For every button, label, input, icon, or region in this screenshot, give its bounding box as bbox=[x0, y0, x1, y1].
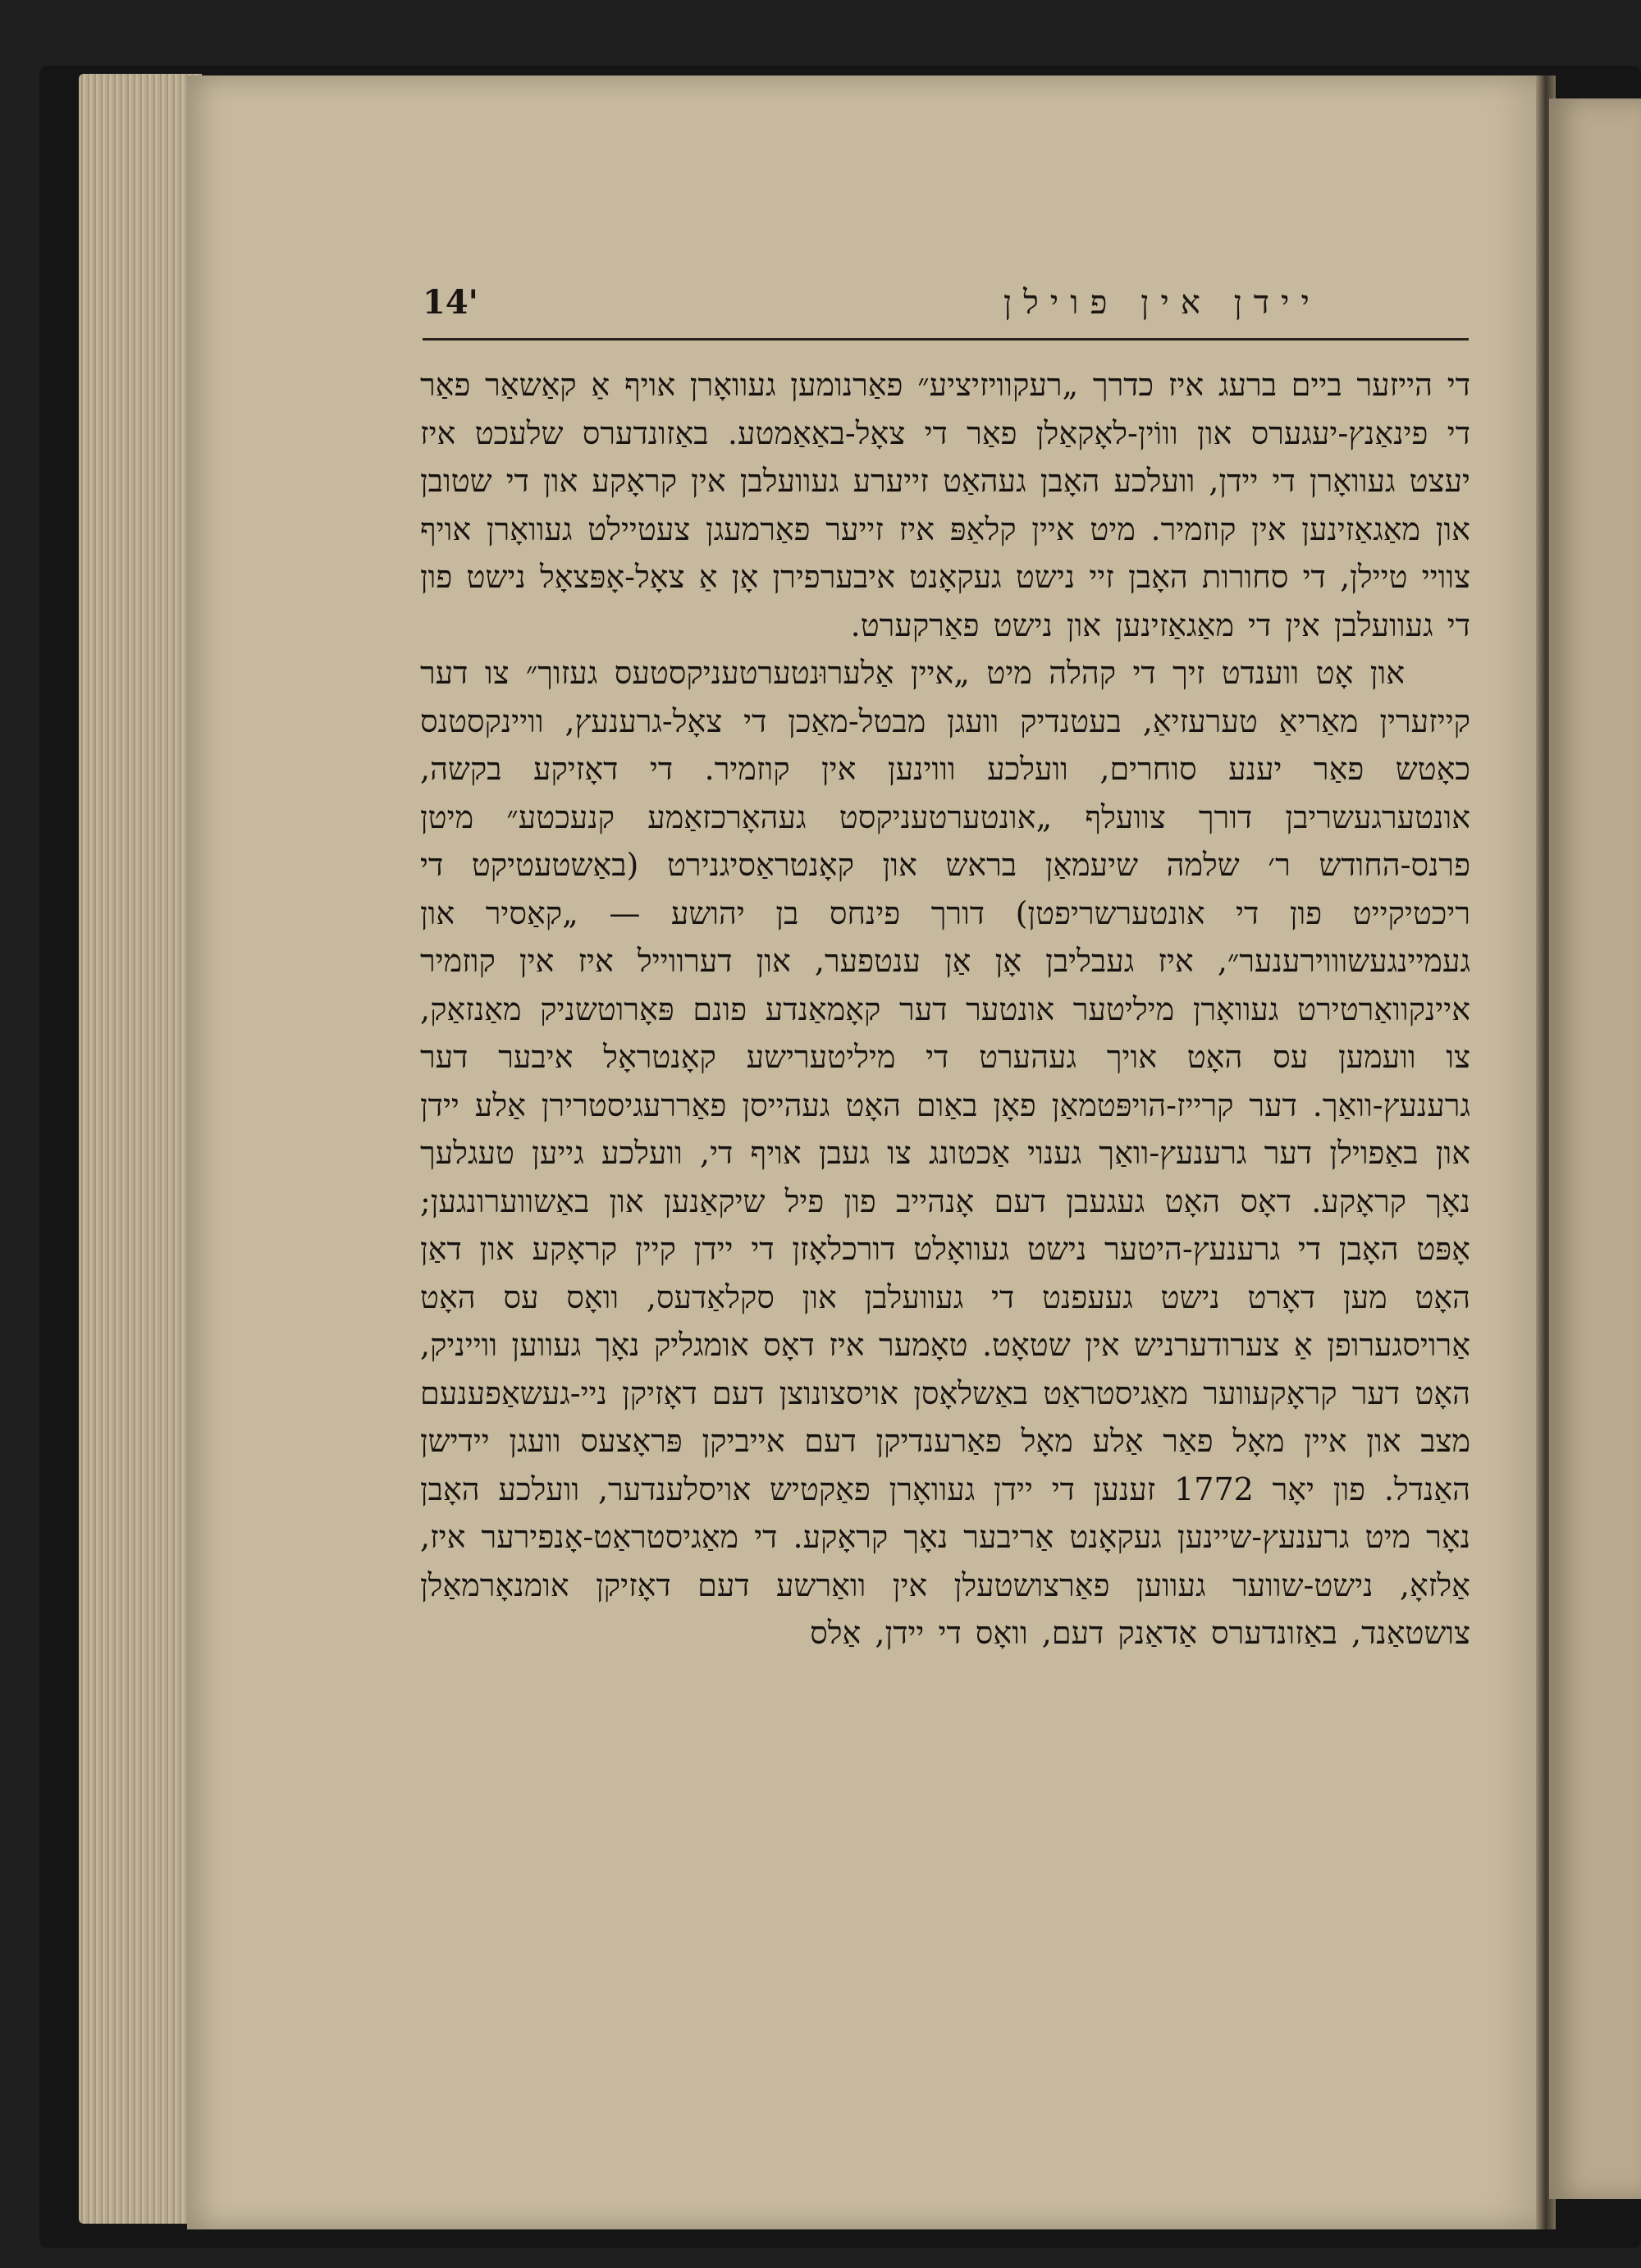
header-rule bbox=[423, 338, 1469, 341]
running-title: יידן אין פוילן bbox=[1003, 284, 1321, 322]
page-edges bbox=[79, 74, 202, 2224]
paragraph-2: און אָט ווענדט זיך די קהלה מיט „איין אַלערוּנטערטעניקסטעס געזוך״ צו דער קייזערין מאַריאַ טערעזיאַ, בעטנדיק וועגן מבטל-מאַכן די צאָל-גרענעץ, וויינקסטנס כאָטש פאַר יענע סוחרים, וועלכע וווינען אין קוזמיר. די דאָזיקע בקשה, אונטערגעשריבן דורך צוועלף „אונטערטעניקסט געהאָרכזאַמע קנעכטע״ מיטן פרנס-החודש ר׳ שלמה שיעמאַן בראש און קאָנטראַסיגנירט (באַשטעטיקט די ריכטיקייט פון די אונטערשריפטן) דורך פינחס בן יהושע — „קאַסיר און געמיינגעשוווירענער״, איז געבליבן אָן אַן ענטפער, און דערווייל איז אין קוזמיר איינקוואַרטירט געוואָרן מיליטער אונטער דער קאָמאַנדע פונם פּאָרוטשניק מאַנזאַק, צו וועמען עס האָט אויך געהערט די מיליטערישע קאָנטראָל איבער דער גרענעץ-וואַך. דער קרייז-הויפּטמאַן פאָן באַום האָט געהייסן פאַררעגיסטרירן אַלע יידן און באַפוילן דער גרענעץ-וואַך גענוי אַכטונג צו געבן אויף די, וועלכע גייען טעגלעך נאָך קראָקע. דאָס האָט געגעבן דעם אָנהייב פון פיל שיקאַנען און באַשווערונגען; אָפּט האָבן די גרענעץ-היטער נישט געוואָלט דורכלאָזן די יידן קיין קראָקע און דאַן האָט מען דאָרט נישט געעפנט די געוועלבן און סקלאַדעס, וואָס עס האָט אַרויסגערופן אַ צערודערניש אין שטאָט. טאָמער איז דאָס אומגליק נאָך געווען ווייניק, האָט דער קראָקעווער מאַגיסטראַט באַשלאָסן אויסצונוצן דעם דאָזיקן ניי-געשאַפענעם מצב און איין מאָל פאַר אַלע מאָל פאַרענדיקן דעם אייביקן פּראָצעס וועגן יידישן האַנדל. פון יאָר 1772 זענען די יידן געוואָרן פאַקטיש אויסלענדער, וועלכע האָבן נאָר מיט גרענעץ-שיינען געקאָנט אַריבער נאָך קראָקע. די מאַגיסטראַט-אָנפירער איז, אַלזאָ, נישט-שווער געווען פאַרצושטעלן אין וואַרשע דעם דאָזיקן אומנאָרמאַלן צושטאַנד, באַזונדערס אַדאַנק דעם, וואָס די יידן, אַלס bbox=[420, 655, 1471, 1651]
paragraph-1: די הייזער ביים ברעג איז כדרך „רעקוויזיציע״ פאַרנומען געוואָרן אויף אַ קאַשאַר פאַר די פינאַנץ-יעגערס און וווֹין-לאָקאַלן פאַר די צאָל-באַאַמטע. באַזונדערס שלעכט איז יעצט געוואָרן די יידן, וועלכע האָבן געהאַט זייערע געוועלבן אין קראָקע און די שטובן און מאַגאַזינען אין קוזמיר. מיט איין קלאַפּ איז זייער פאַרמעגן צעטיילט געוואָרן אויף צוויי טיילן, די סחורות האָבן זיי נישט געקאָנט איבערפירן אָן אַ צאָל-אָפּצאָל נישט פון די געוועלבן אין די מאַגאַזינען און נישט פאַרקערט. bbox=[420, 367, 1470, 643]
page-number: 14' bbox=[423, 283, 478, 322]
facing-page bbox=[1549, 98, 1641, 2199]
body-text bbox=[420, 361, 1470, 1936]
page-header bbox=[423, 283, 1469, 332]
